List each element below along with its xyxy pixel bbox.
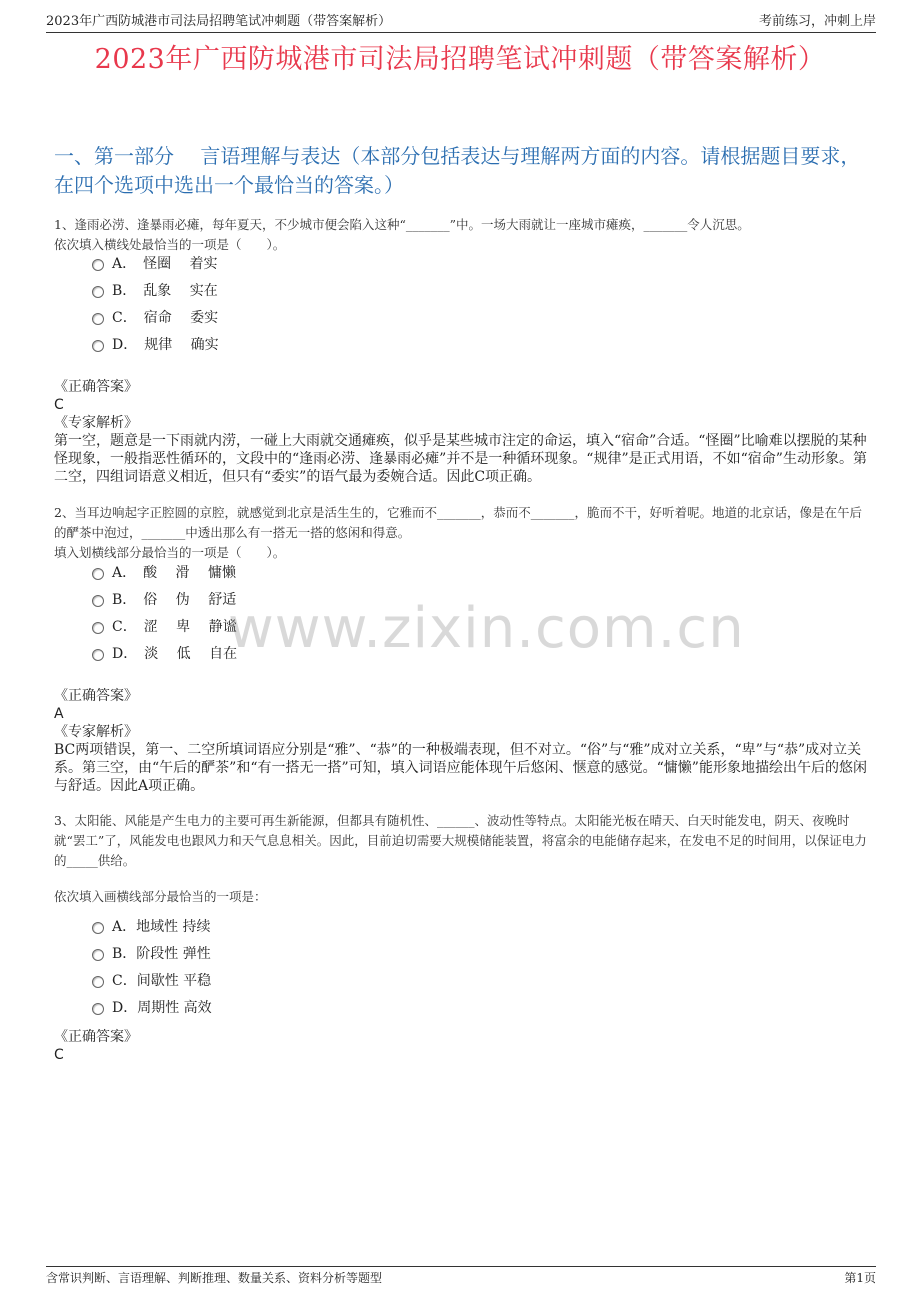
page-number: 第1页 bbox=[844, 1271, 876, 1285]
option-label: D．周期性 高效 bbox=[112, 1000, 212, 1016]
radio-icon[interactable] bbox=[92, 922, 104, 934]
option-label: C． 宿命 委实 bbox=[112, 310, 219, 326]
analysis-label: 《专家解析》 bbox=[54, 415, 138, 431]
answer-label: 《正确答案》 bbox=[54, 379, 138, 395]
question-stem: 3、太阳能、风能是产生电力的主要可再生新能源，但都具有随机性、______、波动性等特点。太阳能光板在晴天、白天时能发电，阴天、夜晚时就“罢工”了，风能发电也跟风力和天气息息相关。因此，目前迫切需要大规模储能装置，将富余的电能储存起来，在发电不足的时间用，以保证电力的_____供给。 bbox=[54, 813, 867, 868]
question-stem: 2、当耳边响起字正腔圆的京腔，就感觉到北京是活生生的，它雅而不_______，恭而不_______，脆而不干，好听着呢。地道的北京话，像是在午后的酽茶中泡过，_______中透出那么有一搭无一搭的悠闲和得意。 bbox=[54, 505, 862, 540]
page-footer bbox=[46, 1266, 876, 1285]
question-1 bbox=[54, 215, 874, 255]
option-label: D． 淡 低 自在 bbox=[112, 646, 238, 662]
option-c[interactable] bbox=[92, 970, 212, 997]
question-3-answer-block bbox=[54, 1028, 870, 1064]
option-d[interactable] bbox=[92, 997, 212, 1024]
question-2-answer-block bbox=[54, 687, 870, 795]
option-label: C． 涩 卑 静谧 bbox=[112, 619, 237, 635]
option-label: B． 俗 伪 舒适 bbox=[112, 592, 237, 608]
watermark: www.zixin.com.cn bbox=[228, 596, 745, 661]
option-label: C．间歇性 平稳 bbox=[112, 973, 212, 989]
question-prompt: 填入划横线部分最恰当的一项是（ ）。 bbox=[54, 545, 286, 560]
option-c[interactable] bbox=[92, 616, 237, 643]
option-a[interactable] bbox=[92, 562, 237, 589]
radio-icon[interactable] bbox=[92, 259, 104, 271]
radio-icon[interactable] bbox=[92, 340, 104, 352]
footer-description: 含常识判断、言语理解、判断推理、数量关系、资料分析等题型 bbox=[46, 1271, 383, 1285]
radio-icon[interactable] bbox=[92, 949, 104, 961]
radio-icon[interactable] bbox=[92, 1003, 104, 1015]
question-stem: 1、逢雨必涝、逢暴雨必瘫，每年夏天，不少城市便会陷入这种“_______”中。一场大雨就让一座城市瘫痪，_______令人沉思。 bbox=[54, 217, 750, 232]
option-label: D． 规律 确实 bbox=[112, 337, 219, 353]
option-d[interactable] bbox=[92, 334, 219, 361]
question-3-options bbox=[92, 916, 212, 1024]
radio-icon[interactable] bbox=[92, 622, 104, 634]
question-2 bbox=[54, 503, 874, 563]
option-a[interactable] bbox=[92, 916, 212, 943]
header-slogan: 考前练习，冲刺上岸 bbox=[758, 14, 876, 29]
option-b[interactable] bbox=[92, 280, 219, 307]
section-heading: 一、第一部分 言语理解与表达（本部分包括表达与理解两方面的内容。请根据题目要求，在四个选项中选出一个最恰当的答案。） bbox=[54, 144, 861, 197]
question-3 bbox=[54, 811, 874, 907]
option-a[interactable] bbox=[92, 253, 219, 280]
option-b[interactable] bbox=[92, 589, 237, 616]
question-prompt: 依次填入画横线部分最恰当的一项是： bbox=[54, 889, 267, 904]
question-2-options bbox=[92, 562, 237, 670]
answer-label: 《正确答案》 bbox=[54, 688, 138, 704]
option-label: B．阶段性 弹性 bbox=[112, 946, 211, 962]
radio-icon[interactable] bbox=[92, 976, 104, 988]
option-label: A．地域性 持续 bbox=[112, 919, 211, 935]
answer-value: C bbox=[54, 397, 64, 413]
analysis-text: 第一空，题意是一下雨就内涝，一碰上大雨就交通瘫痪，似乎是某些城市注定的命运，填入“宿命”合适。“怪圈”比喻难以摆脱的某种怪现象，一般指恶性循环的，文段中的“逢雨必涝、逢暴雨必瘫”并不是一种循环现象。“规律”是正式用语，不如“宿命”生动形象。第二空，四组词语意义相近，但只有“委实”的语气最为委婉合适。因此C项正确。 bbox=[54, 433, 867, 485]
option-label: A． 酸 滑 慵懒 bbox=[112, 565, 237, 581]
option-b[interactable] bbox=[92, 943, 212, 970]
radio-icon[interactable] bbox=[92, 313, 104, 325]
question-1-answer-block bbox=[54, 378, 870, 486]
question-prompt: 依次填入横线处最恰当的一项是（ ）。 bbox=[54, 237, 286, 252]
answer-value: A bbox=[54, 706, 64, 722]
option-label: B． 乱象 实在 bbox=[112, 283, 218, 299]
question-1-options bbox=[92, 253, 219, 361]
analysis-label: 《专家解析》 bbox=[54, 724, 138, 740]
analysis-text: BC两项错误，第一、二空所填词语应分别是“雅”、“恭”的一种极端表现，但不对立。“俗”与“雅”成对立关系，“卑”与“恭”成对立关系。第三空，由“午后的酽茶”和“有一搭无一搭”可知，填入词语应能体现午后悠闲、惬意的感觉。“慵懒”能形象地描绘出午后的悠闲与舒适。因此A项正确。 bbox=[54, 742, 867, 794]
radio-icon[interactable] bbox=[92, 595, 104, 607]
option-label: A． 怪圈 着实 bbox=[112, 256, 218, 272]
page-title: 2023年广西防城港市司法局招聘笔试冲刺题（带答案解析） bbox=[94, 44, 826, 75]
option-d[interactable] bbox=[92, 643, 237, 670]
radio-icon[interactable] bbox=[92, 568, 104, 580]
answer-label: 《正确答案》 bbox=[54, 1029, 138, 1045]
page-header bbox=[46, 14, 876, 33]
radio-icon[interactable] bbox=[92, 286, 104, 298]
answer-value: C bbox=[54, 1047, 64, 1063]
radio-icon[interactable] bbox=[92, 649, 104, 661]
header-doc-title: 2023年广西防城港市司法局招聘笔试冲刺题（带答案解析） bbox=[46, 14, 392, 29]
option-c[interactable] bbox=[92, 307, 219, 334]
